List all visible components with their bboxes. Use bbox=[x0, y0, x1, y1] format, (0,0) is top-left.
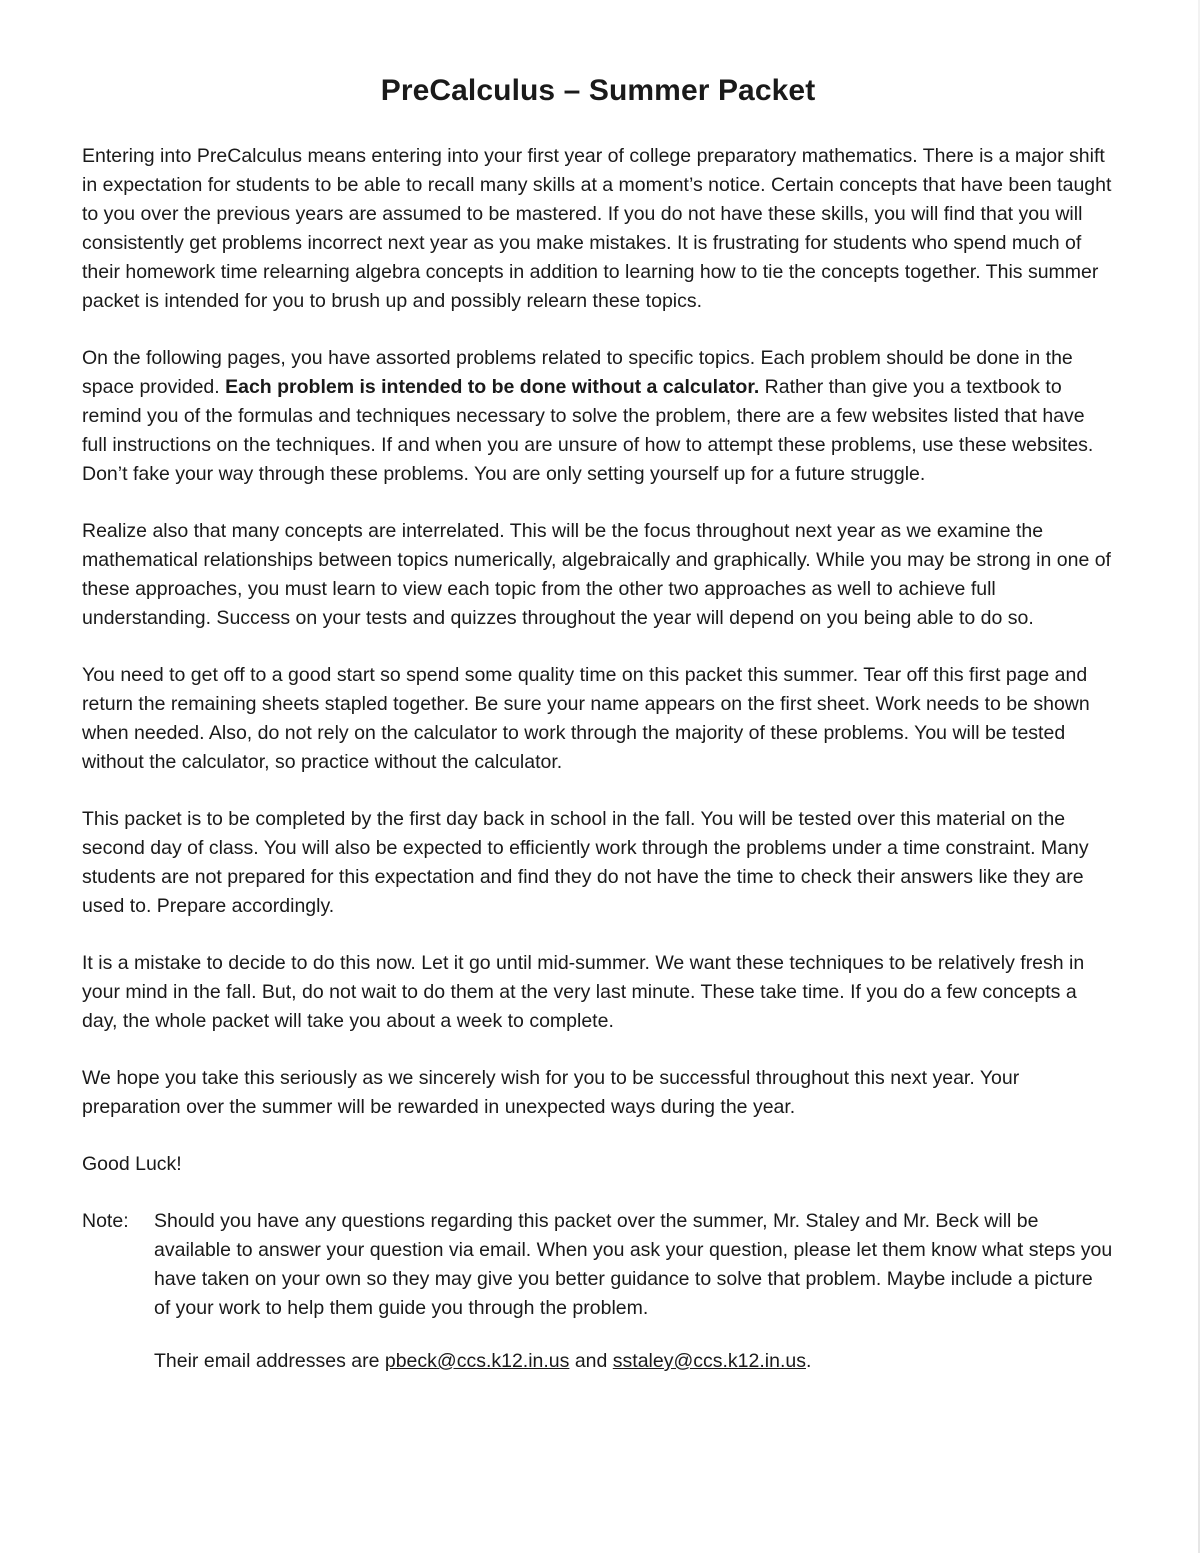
paragraph-instructions-text-before: On the following pages, you have assorted problems related to specific topics. Each problem should be done in the space provided. bbox=[82, 347, 1073, 398]
no-calculator-notice: Each problem is intended to be done without a calculator. bbox=[225, 376, 760, 398]
paragraph-deadline: This packet is to be completed by the first day back in school in the fall. You will be tested over this material on the second day of class. You will also be expected to efficiently work through the problems under a time constraint. Many students are not prepared for this expectation and find they do not have the time to check their answers like they are used to. Prepare accordingly. bbox=[82, 808, 1089, 917]
paragraph-hope: We hope you take this seriously as we sincerely wish for you to be successful throughout this next year. Your preparation over the summer will be rewarded in unexpected ways during the year. bbox=[82, 1067, 1020, 1118]
closing-good-luck: Good Luck! bbox=[82, 1153, 182, 1175]
email-link-sstaley[interactable]: sstaley@ccs.k12.in.us bbox=[612, 1350, 806, 1372]
email-connector: and bbox=[569, 1350, 613, 1372]
paragraph-good-start: You need to get off to a good start so spend some quality time on this packet this summer. Tear off this first page and return the remaining sheets stapled together. Be sure your name appears on the first sheet. Work needs to be shown when needed. Also, do not rely on the calculator to work through the majority of these problems. You will be tested without the calculator, so practice without the calculator. bbox=[82, 664, 1090, 773]
document-title: PreCalculus – Summer Packet bbox=[380, 74, 816, 107]
paragraph-instructions bbox=[82, 344, 1114, 489]
email-suffix: . bbox=[805, 1350, 812, 1372]
paragraph-interrelated: Realize also that many concepts are interrelated. This will be the focus throughout next year as we examine the mathematical relationships between topics numerically, algebraically and graphically. While you may be strong in one of these approaches, you must learn to view each topic from the other two approaches as well to achieve full understanding. Success on your tests and quizzes throughout the year will depend on you being able to do so. bbox=[82, 520, 1111, 629]
paragraph-timing: It is a mistake to decide to do this now. Let it go until mid-summer. We want these techniques to be relatively fresh in your mind in the fall. But, do not wait to do them at the very last minute. These take time. If you do a few concepts a day, the whole packet will take you about a week to complete. bbox=[82, 952, 1085, 1032]
note-label: Note: bbox=[82, 1210, 129, 1232]
email-link-pbeck[interactable]: pbeck@ccs.k12.in.us bbox=[384, 1350, 570, 1372]
email-addresses-line bbox=[154, 1347, 1114, 1376]
paragraph-intro: Entering into PreCalculus means entering into your first year of college preparatory mathematics. There is a major shift in expectation for students to be able to recall many skills at a moment’s notice. Certain concepts that have been taught to you over the previous years are assumed to be mastered. If you do not have these skills, you will find that you will consistently get problems incorrect next year as you make mistakes. It is frustrating for students who spend much of their homework time relearning algebra concepts in addition to learning how to tie the concepts together. This summer packet is intended for you to brush up and possibly relearn these topics. bbox=[82, 145, 1112, 312]
paragraph-instructions-text-after: Rather than give you a textbook to remind you of the formulas and techniques necessary to solve the problem, there are a few websites listed that have full instructions on the techniques. If and when you are unsure of how to attempt these problems, use these websites. Don’t fake your way through these problems. You are only setting yourself up for a future struggle. bbox=[82, 376, 1094, 485]
email-prefix: Their email addresses are bbox=[154, 1350, 385, 1372]
note-text: Should you have any questions regarding this packet over the summer, Mr. Staley and Mr. Beck will be available to answer your question via email. When you ask your question, please let them know what steps you have taken on your own so they may give you better guidance to solve that problem. Maybe include a picture of your work to help them guide you through the problem. bbox=[154, 1210, 1113, 1319]
note-block bbox=[82, 1207, 1114, 1323]
